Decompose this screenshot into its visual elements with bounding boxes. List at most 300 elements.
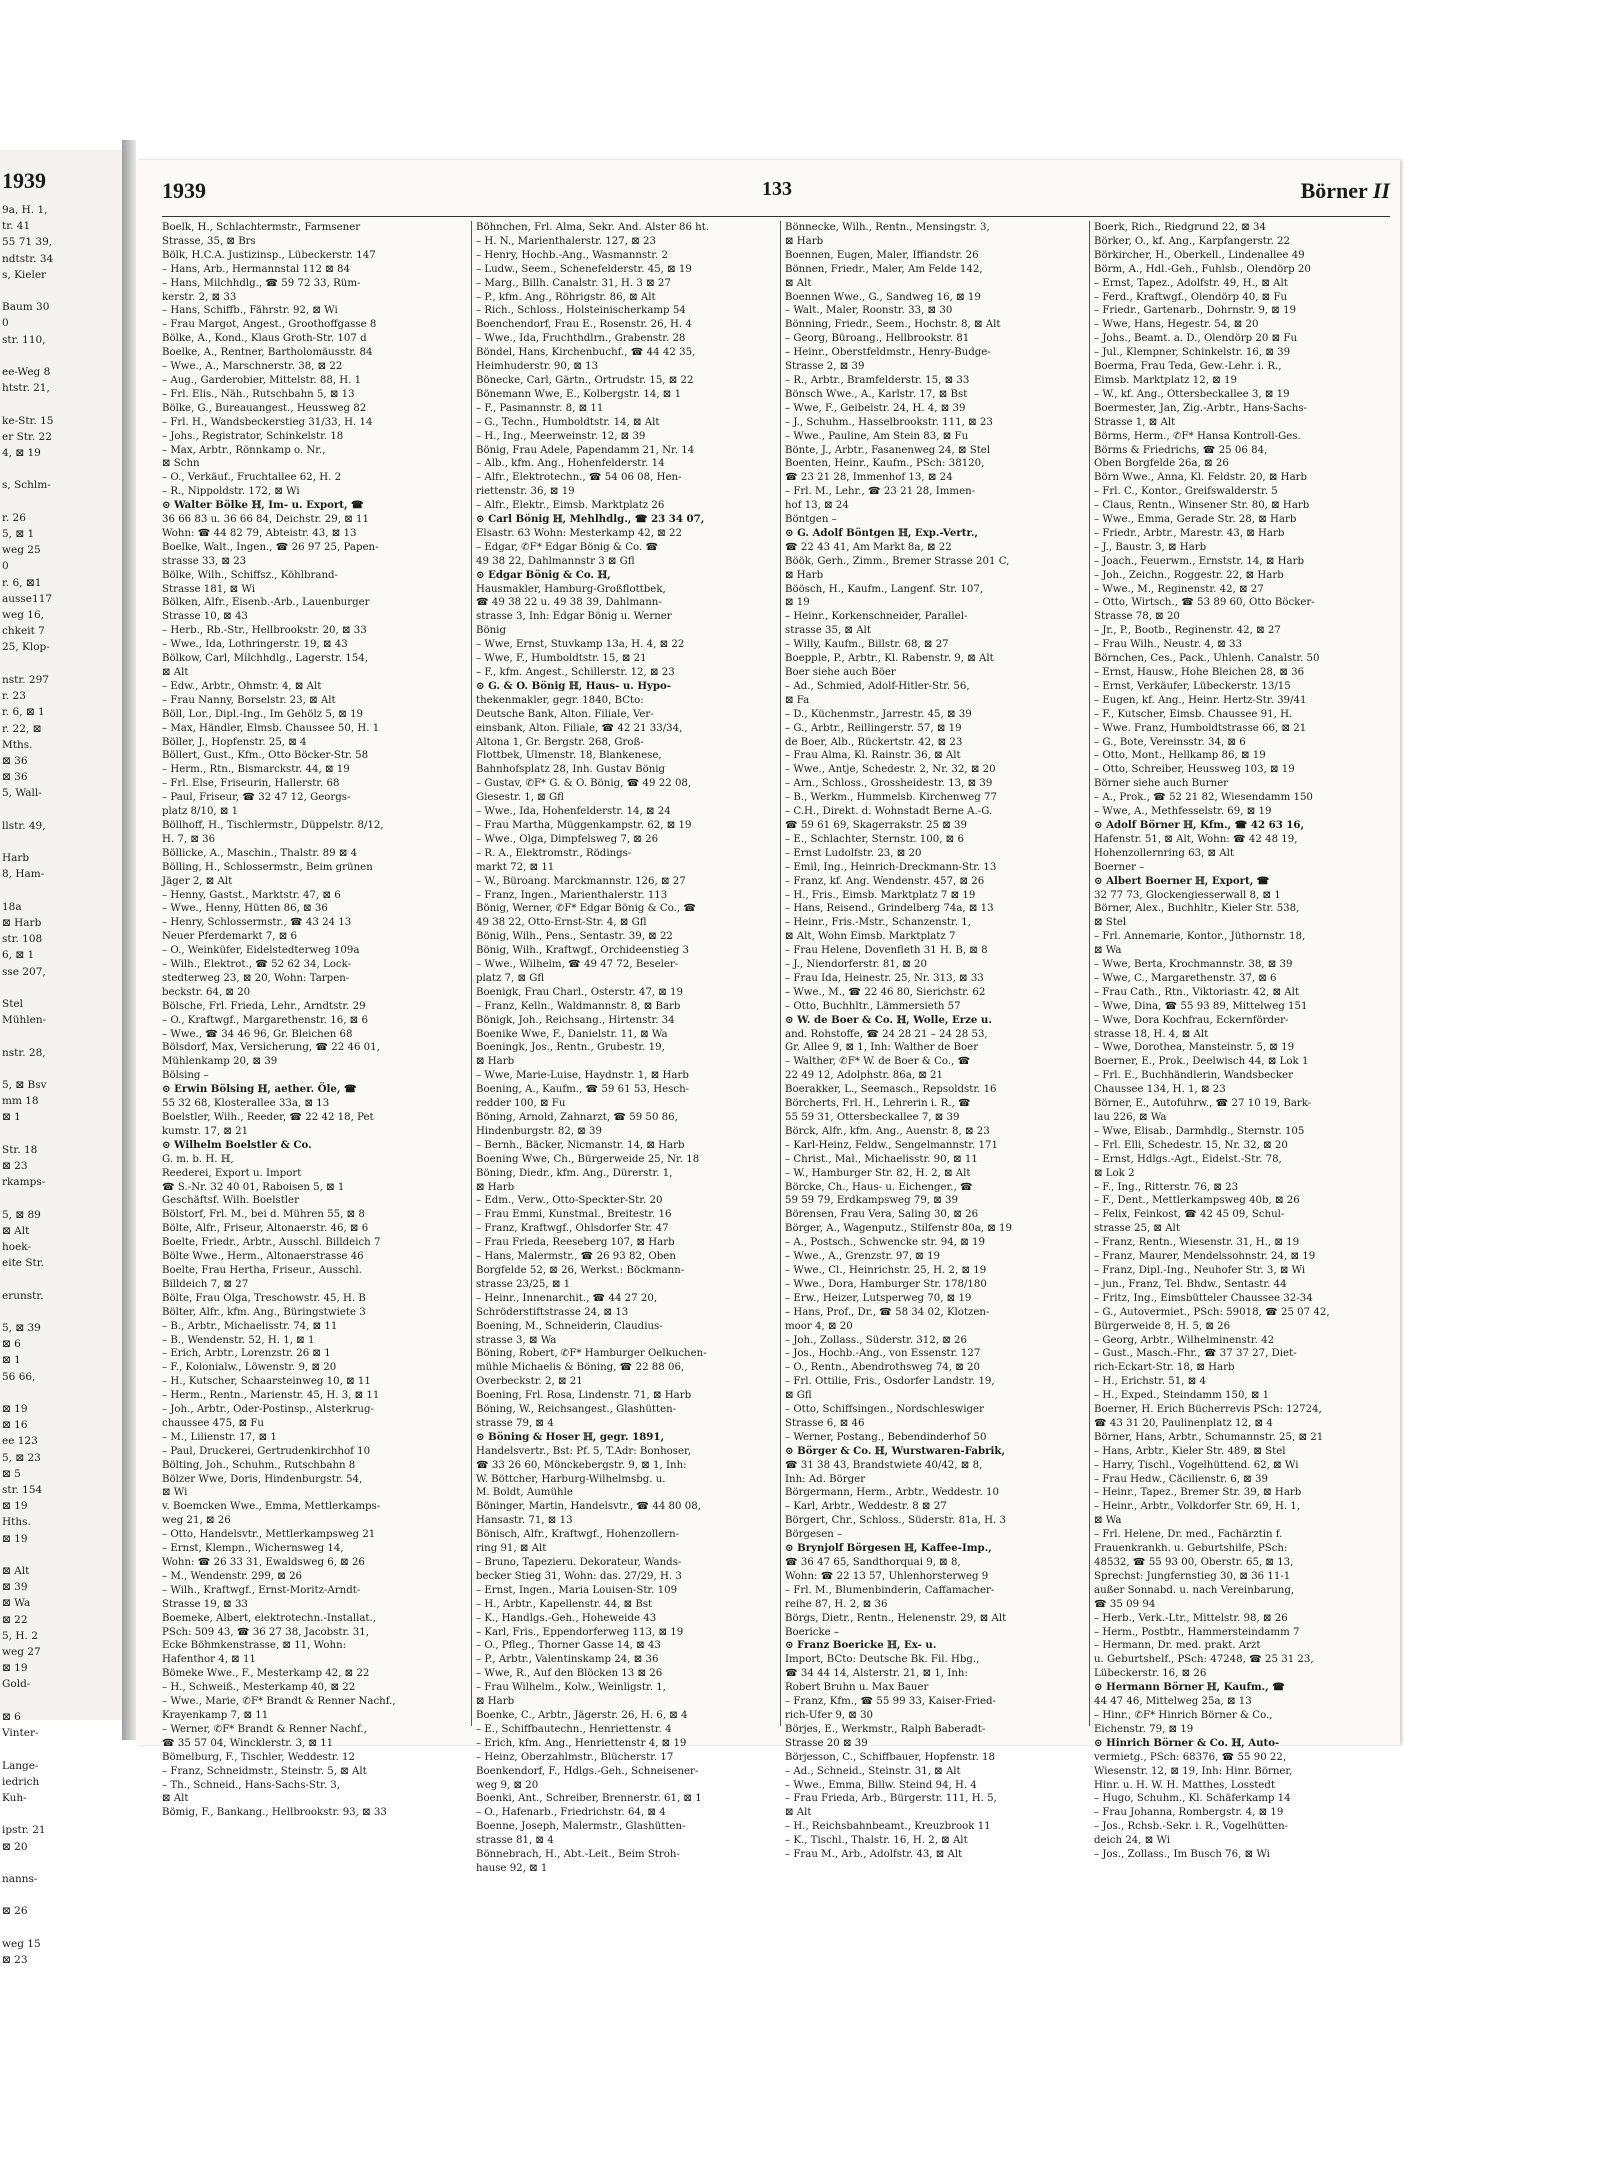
header-year: 1939 — [162, 178, 206, 203]
directory-entry-line: Bönnebrach, H., Abt.-Leit., Beim Stroh- — [476, 1849, 680, 1861]
directory-entry-line: – Joach., Feuerwm., Ernststr. 14, ⊠ Harb — [1094, 555, 1305, 567]
directory-entry-line: – M., Wendenstr. 299, ⊠ 26 — [162, 1570, 303, 1582]
directory-entry-line: – Hans, Reisend., Grindelberg 74a, ⊠ 13 — [785, 903, 994, 915]
directory-entry-line: Import, BCto: Deutsche Bk. Fil. Hbg., — [785, 1654, 980, 1666]
directory-entry-line: vermietg., PSch: 68376, ☎ 55 90 22, — [1094, 1751, 1287, 1763]
directory-entry-line: Boenki, Ant., Schreiber, Brennerstr. 61, ⊠ 1 — [476, 1793, 702, 1805]
directory-entry-line: – Edgar, ✆F* Edgar Bönig & Co. ☎ — [476, 541, 659, 553]
left-page-line: ⊠ 19 — [2, 1662, 28, 1675]
left-page-line: erunstr. — [2, 1289, 44, 1302]
directory-entry-line: – J., Niendorferstr. 81, ⊠ 20 — [785, 959, 928, 971]
left-page-line: ndtstr. 34 — [2, 252, 54, 265]
directory-entry-line: 55 32 68, Klosterallee 33a, ⊠ 13 — [162, 1098, 330, 1110]
directory-entry-line: – Wwe., ☎ 34 46 96, Gr. Bleichen 68 — [162, 1028, 353, 1040]
directory-entry-line: Chaussee 134, H. 1, ⊠ 23 — [1094, 1084, 1226, 1096]
left-page-line: 56 66, — [2, 1370, 36, 1383]
left-page-line: ⊠ 19 — [2, 1500, 28, 1513]
left-page-line: 25, Klop- — [2, 641, 50, 654]
left-page-line — [0, 396, 122, 412]
left-page-line: chkeit 7 — [2, 625, 45, 638]
directory-entry-line: Hansastr. 71, ⊠ 13 — [476, 1515, 573, 1527]
directory-entry-line: außer Sonnabd. u. nach Vereinbarung, — [1094, 1584, 1295, 1596]
directory-entry-line: Deutsche Bank, Alton. Filiale, Ver- — [476, 708, 654, 720]
left-page-line: ⊠ Alt — [2, 1565, 30, 1578]
left-page-line: r. 26 — [2, 511, 26, 524]
directory-entry-line: ⊠ Alt — [785, 1807, 812, 1819]
directory-entry-line: – H., Reichsbahnbeamt., Kreuzbrook 11 — [785, 1821, 991, 1833]
left-page-line: 0 — [2, 560, 9, 573]
left-page-line: 0 — [2, 317, 9, 330]
directory-entry-line: – Felix, Feinkost, ☎ 42 45 09, Schul- — [1094, 1209, 1285, 1221]
directory-entry-line: Böösch, H., Kaufm., Langenf. Str. 107, — [785, 583, 984, 595]
directory-entry-line: – Georg, Büroang., Hellbrookstr. 81 — [785, 333, 970, 345]
directory-entry-line: Börger, A., Wagenputz., Stilfenstr 80a, ⊠ 19 — [785, 1223, 1012, 1235]
directory-entry-line: – Max, Arbtr., Rönnkamp o. Nr., — [162, 444, 326, 456]
directory-entry-line: 44 47 46, Mittelweg 25a, ⊠ 13 — [1094, 1696, 1252, 1708]
directory-entry-line: Bölkow, Carl, Milchhdlg., Lagerstr. 154, — [162, 653, 368, 665]
directory-entry-line: ⊙ Edgar Bönig & Co. ℍ, — [476, 568, 611, 581]
directory-entry-line: Strasse 1, ⊠ Alt — [1094, 416, 1176, 428]
directory-entry-line: Bönigk, Joh., Reichsang., Hirtenstr. 34 — [476, 1014, 675, 1026]
directory-entry-line: – Karl, Arbtr., Weddestr. 8 ⊠ 27 — [785, 1501, 947, 1513]
directory-entry-line: 59 59 79, Erdkampsweg 79, ⊠ 39 — [785, 1195, 959, 1207]
directory-entry-line: Boerner, H. Erich Bücherrevis PSch: 12724, — [1094, 1404, 1322, 1416]
directory-entry-line: – Henny, Gastst., Marktstr. 47, ⊠ 6 — [162, 889, 341, 901]
directory-entry-line: – H., Exped., Steindamm 150, ⊠ 1 — [1094, 1390, 1270, 1402]
left-page-line — [0, 1061, 122, 1077]
directory-entry-line: – W., Büroang. Marckmannstr. 126, ⊠ 27 — [476, 875, 686, 887]
directory-entry-line: – Jos., Zollass., Im Busch 76, ⊠ Wi — [1094, 1849, 1270, 1861]
left-page-line — [0, 834, 122, 850]
directory-entry-line: – P., kfm. Ang., Röhrigstr. 86, ⊠ Alt — [476, 291, 656, 303]
directory-entry-line: ☎ 43 31 20, Paulinenplatz 12, ⊠ 4 — [1094, 1417, 1273, 1429]
directory-entry-line: – Heinr., Korkenschneider, Parallel- — [785, 611, 968, 623]
directory-entry-line: – Frl. Annemarie, Kontor., Jüthornstr. 18, — [1094, 931, 1306, 943]
left-page-lines — [0, 202, 122, 1968]
directory-entry-line: Böllicke, A., Maschin., Thalstr. 89 ⊠ 4 — [162, 847, 358, 859]
directory-entry-line: ☎ 36 47 65, Sandthorquai 9, ⊠ 8, — [785, 1557, 961, 1568]
directory-entry-line: – Frl. Ottilie, Fris., Osdorfer Landstr. 19, — [785, 1376, 995, 1388]
directory-entry-line: Giesestr. 1, ⊠ Gfl — [476, 792, 564, 804]
directory-page — [136, 160, 1400, 1874]
directory-entry-line: thekenmakler, gegr. 1840, BCto: — [476, 694, 644, 706]
directory-entry-line: – Paul, Friseur, ☎ 32 47 12, Georgs- — [162, 792, 351, 804]
directory-entry-line: Sprechst: Jungfernstieg 30, ⊠ 36 11-1 — [1094, 1570, 1291, 1582]
page-header — [162, 178, 1390, 212]
left-page-line: mm 18 — [2, 1095, 39, 1108]
directory-entry-line: Boeningk, Jos., Rentn., Grubestr. 19, — [476, 1042, 665, 1054]
directory-entry-line: Börgert, Chr., Schloss., Süderstr. 81a, H. 3 — [785, 1515, 1006, 1527]
directory-entry-line: Bönning, Friedr., Seem., Hochstr. 8, ⊠ Alt — [785, 319, 1001, 331]
directory-entry-line: Bölken, Alfr., Eisenb.-Arb., Lauenburger — [162, 597, 370, 609]
directory-entry-line: Bönnen, Friedr., Maler, Am Felde 142, — [785, 263, 983, 275]
directory-entry-line: Bönig — [476, 625, 506, 637]
directory-entry-line: Frauenkrankh. u. Geburtshilfe, PSch: — [1094, 1543, 1288, 1555]
left-page-line: ⊠ Wa — [2, 1597, 31, 1610]
directory-entry-line: ⊙ Walter Bölke ℍ, Im- u. Export, ☎ — [162, 499, 364, 512]
directory-entry-line: Boerakker, L., Seemasch., Repsoldstr. 16 — [785, 1084, 997, 1096]
directory-entry-line: ☎ 22 43 41, Am Markt 8a, ⊠ 22 — [785, 541, 952, 553]
directory-entry-line: – Franz, Kelln., Waldmannstr. 8, ⊠ Barb — [476, 1000, 681, 1012]
directory-entry-line: Bölk, H.C.A. Justizinsp., Lübeckerstr. 147 — [162, 249, 376, 261]
directory-entry-line: – Walt., Maler, Roonstr. 33, ⊠ 30 — [785, 305, 953, 317]
left-page-line — [0, 1806, 122, 1822]
left-page-line: weg 27 — [2, 1646, 41, 1659]
directory-entry-line: – H., Arbtr., Kapellenstr. 44, ⊠ Bst — [476, 1598, 653, 1610]
directory-entry-line: – J., Baustr. 3, ⊠ Harb — [1094, 541, 1207, 553]
directory-entry-line: ⊙ Wilhelm Boelstler & Co. — [162, 1138, 312, 1151]
left-page-line: str. 154 — [2, 1484, 43, 1497]
left-page-line — [0, 1126, 122, 1142]
directory-entry-line: – Wwe., Cl., Heinrichstr. 25, H. 2, ⊠ 19 — [785, 1264, 987, 1276]
directory-entry-line: – Wwe., Ida, Hohenfelderstr. 14, ⊠ 24 — [476, 806, 671, 818]
directory-entry-line: lau 226, ⊠ Wa — [1094, 1112, 1167, 1123]
directory-entry-line: de Boer, Alb., Rückertstr. 42, ⊠ 23 — [785, 736, 963, 748]
directory-entry-line: – Herb., Verk.-Ltr., Mittelstr. 98, ⊠ 26 — [1094, 1612, 1288, 1624]
directory-entry-line: Bölsing – — [162, 1070, 209, 1082]
directory-entry-line: – Gust., Masch.-Fhr., ☎ 37 37 27, Diet- — [1094, 1348, 1297, 1360]
directory-entry-line: weg 21, ⊠ 26 — [162, 1515, 231, 1527]
directory-entry-line: – W., kf. Ang., Ottersbeckallee 3, ⊠ 19 — [1094, 388, 1290, 400]
directory-entry-line: – Franz, Schneidmstr., Steinstr. 5, ⊠ Alt — [162, 1765, 367, 1777]
directory-entry-line: – Wwe., Ida, Lothringerstr. 19, ⊠ 43 — [162, 639, 348, 651]
left-page-line — [0, 348, 122, 364]
directory-entry-line: ⊙ Brynjolf Börgesen ℍ, Kaffee-Imp., — [785, 1542, 992, 1555]
directory-entry-line: Bönig, Werner, ✆F* Edgar Bönig & Co., ☎ — [476, 903, 697, 915]
directory-entry-line: – C.H., Direkt. d. Wohnstadt Berne A.-G. — [785, 806, 993, 818]
directory-entry-line: Börck, Alfr., kfm. Ang., Auenstr. 8, ⊠ 23 — [785, 1125, 990, 1137]
directory-entry-line: – Hans, Arb., Hermannstal 112 ⊠ 84 — [162, 263, 350, 275]
directory-entry-line: Krayenkamp 7, ⊠ 11 — [162, 1709, 269, 1721]
directory-entry-line: becker Stieg 31, Wohn: das. 27/29, H. 3 — [476, 1570, 682, 1582]
directory-entry-line: – O., Verkäuf., Fruchtallee 62, H. 2 — [162, 472, 342, 484]
directory-entry-line: – K., Handlgs.-Geh., Hoheweide 43 — [476, 1612, 657, 1624]
directory-entry-line: – F., Kutscher, Eimsb. Chaussee 91, H. — [1094, 708, 1293, 720]
directory-entry-line: ⊠ Fa — [785, 694, 810, 706]
directory-entry-line: ⊠ Alt — [162, 667, 189, 678]
directory-entry-line: – Herm., Rtn., Bismarckstr. 44, ⊠ 19 — [162, 764, 350, 776]
directory-entry-line: weg 9, ⊠ 20 — [476, 1779, 539, 1791]
directory-entry-line: Gr. Allee 9, ⊠ 1, Inh: Walther de Boer — [785, 1042, 979, 1054]
directory-entry-line: kumstr. 17, ⊠ 21 — [162, 1125, 249, 1137]
directory-entry-line: Börner, Alex., Buchhltr., Kieler Str. 538, — [1094, 903, 1300, 915]
directory-entry-line: Bölstorf, Frl. M., bei d. Mühren 55, ⊠ 8 — [162, 1209, 365, 1221]
directory-entry-line: strasse 3, Inh: Edgar Bönig u. Werner — [476, 611, 672, 623]
directory-entry-line: M. Boldt, Aumühle — [476, 1487, 573, 1499]
directory-entry-line: – Frau Alma, Kl. Rainstr. 36, ⊠ Alt — [785, 750, 961, 762]
directory-entry-line: – Wwe., Emma, Gerade Str. 28, ⊠ Harb — [1094, 514, 1297, 526]
directory-entry-line: rich-Eckart-Str. 18, ⊠ Harb — [1094, 1362, 1235, 1374]
left-page-line: 6, ⊠ 1 — [2, 949, 35, 962]
directory-entry-line: redder 100, ⊠ Fu — [476, 1098, 566, 1110]
directory-entry-line: Böllhoff, H., Tischlermstr., Düppelstr. 8/12, — [162, 819, 384, 831]
directory-entry-line: Boenkendorf, F., Hdlgs.-Geh., Schneisener- — [476, 1765, 699, 1777]
directory-entry-line: G. m. b. H. ℍ, — [162, 1153, 234, 1165]
directory-entry-line: – Frau Nanny, Borselstr. 23, ⊠ Alt — [162, 694, 336, 706]
directory-entry-line: – Frau Martha, Müggenkampstr. 62, ⊠ 19 — [476, 819, 692, 831]
directory-entry-line: Boennen Wwe., G., Sandweg 16, ⊠ 19 — [785, 291, 981, 303]
directory-entry-line: ⊙ W. de Boer & Co. ℍ, Wolle, Erze u. — [785, 1013, 992, 1026]
directory-entry-line: – Frl. Elli, Schedestr. 15, Nr. 32, ⊠ 20 — [1094, 1139, 1288, 1151]
directory-entry-line: Börjes, E., Werkmstr., Ralph Baberadt- — [785, 1723, 986, 1735]
directory-entry-line: Boelke, Walt., Ingen., ☎ 26 97 25, Papen- — [162, 541, 379, 553]
left-page-line: weg 16, — [2, 609, 44, 622]
directory-entry-line: – Ernst, Hdlgs.-Agt., Eidelst.-Str. 78, — [1094, 1153, 1282, 1165]
left-page-line: r. 23 — [2, 690, 26, 703]
directory-entry-line: – jun., Franz, Tel. Bhdw., Sentastr. 44 — [1094, 1278, 1287, 1290]
directory-entry-line: Strasse, 35, ⊠ Brs — [162, 235, 256, 247]
directory-entry-line: – H., Schweiß., Mesterkamp 40, ⊠ 22 — [162, 1682, 356, 1694]
directory-entry-line: strasse 23/25, ⊠ 1 — [476, 1278, 571, 1290]
directory-entry-line: Börcke, Ch., Haus- u. Eichenger., ☎ — [785, 1181, 973, 1193]
directory-entry-line: – Claus, Rentn., Winsener Str. 80, ⊠ Harb — [1094, 500, 1310, 512]
directory-entry-line: – Franz, Dipl.-Ing., Neuhofer Str. 3, ⊠ Wi — [1094, 1264, 1306, 1276]
left-page-year: 1939 — [2, 168, 46, 193]
left-page-line: ⊠ 1 — [2, 1354, 21, 1367]
directory-entry-line: – Frau Margot, Angest., Groothoffgasse 8 — [162, 319, 377, 331]
directory-entry-line: Heimhuderstr. 90, ⊠ 13 — [476, 361, 599, 373]
directory-entry-line: – Ernst, Klempn., Wichernsweg 14, — [162, 1543, 344, 1555]
directory-entry-line: – Friedr., Arbtr., Marestr. 43, ⊠ Harb — [1094, 527, 1285, 539]
directory-entry-line: ⊙ G. Adolf Böntgen ℍ, Exp.-Vertr., — [785, 526, 978, 539]
left-page-line: str. 108 — [2, 933, 43, 946]
left-page-line: ⊠ 16 — [2, 1419, 28, 1432]
directory-entry-line: – Wilh., Kraftwgf., Ernst-Moritz-Arndt- — [162, 1584, 361, 1596]
left-page-line — [0, 1693, 122, 1709]
directory-entry-line: ⊠ Wi — [162, 1487, 188, 1499]
directory-entry-line: Geschäftsf. Wilh. Boelstler — [162, 1195, 299, 1207]
directory-entry-line: Bölter, Alfr., kfm. Ang., Büringstwiete 3 — [162, 1306, 366, 1318]
directory-entry-line: 32 77 73, Glockengiesserwall 8, ⊠ 1 — [1094, 889, 1281, 901]
directory-entry-line: Böninger, Martin, Handelsvtr., ☎ 44 80 08, — [476, 1501, 701, 1513]
directory-entry-line: ☎ 23 21 28, Immenhof 13, ⊠ 24 — [785, 472, 953, 484]
directory-entry-line: Böök, Gerh., Zimm., Bremer Strasse 201 C, — [785, 555, 1010, 567]
directory-entry-line: Börgs, Dietr., Rentn., Helenenstr. 29, ⊠ Alt — [785, 1612, 1007, 1624]
page-gutter — [122, 140, 136, 1740]
directory-entry-line: Boelte, Friedr., Arbtr., Ausschl. Billdeich 7 — [162, 1237, 381, 1249]
directory-entry-line: – Herb., Rb.-Str., Hellbrookstr. 20, ⊠ 33 — [162, 625, 367, 637]
directory-entry-line: Börensen, Frau Vera, Saling 30, ⊠ 26 — [785, 1209, 979, 1221]
directory-entry-line: – Frau Frieda, Reeseberg 107, ⊠ Harb — [476, 1237, 675, 1249]
left-page-line: Harb — [2, 852, 30, 865]
directory-entry-line: – Heinr., Fris.-Mstr., Schanzenstr. 1, — [785, 917, 971, 929]
directory-entry-line: ⊙ Albert Boerner ℍ, Export, ☎ — [1094, 874, 1270, 887]
directory-entry-line: ⊠ Wa — [1094, 1515, 1122, 1527]
directory-entry-line: Böning, Arnold, Zahnarzt, ☎ 59 50 86, — [476, 1112, 678, 1123]
directory-column-4 — [1089, 221, 1395, 1861]
directory-entry-line: Hausmakler, Hamburg-Großflottbek, — [476, 583, 666, 595]
directory-entry-line: – R., Nippoldstr. 172, ⊠ Wi — [162, 486, 300, 498]
directory-entry-line: ⊙ Carl Bönig ℍ, Mehlhdlg., ☎ 23 34 07, — [476, 513, 705, 526]
directory-entry-line: Overbeckstr. 2, ⊠ 21 — [476, 1376, 583, 1388]
directory-entry-line: Bönecke, Carl, Gärtn., Ortrudstr. 15, ⊠ 22 — [476, 374, 694, 386]
directory-entry-line: – D., Küchenmstr., Jarrestr. 45, ⊠ 39 — [785, 708, 972, 720]
directory-entry-line: – Ad., Schmied, Adolf-Hitler-Str. 56, — [785, 680, 970, 692]
directory-entry-line: – Herm., Rentn., Marienstr. 45, H. 3, ⊠ 11 — [162, 1390, 380, 1402]
directory-entry-line: Borgfelde 52, ⊠ 26, Werkst.: Böckmann- — [476, 1264, 685, 1276]
directory-entry-line: – Ferd., Kraftwgf., Olendörp 40, ⊠ Fu — [1094, 291, 1288, 303]
left-page-line — [0, 1920, 122, 1936]
directory-entry-line: H. 7, ⊠ 36 — [162, 833, 216, 845]
directory-entry-line: – Frl. Else, Friseurin, Hallerstr. 68 — [162, 778, 340, 790]
directory-entry-line: – F., Dent., Mettlerkampsweg 40b, ⊠ 26 — [1094, 1195, 1300, 1207]
left-page-line — [0, 802, 122, 818]
left-page-line: Stel — [2, 997, 23, 1010]
left-page-line: sse 207, — [2, 965, 46, 978]
directory-entry-line: 49 38 22, Dahlmannstr 3 ⊠ Gfl — [476, 555, 635, 567]
directory-entry-line: Bönemann Wwe, E., Kolbergstr. 14, ⊠ 1 — [476, 388, 682, 400]
directory-entry-line: Handelsvertr., Bst: Pf. 5, T.Adr: Bonhoser, — [476, 1445, 692, 1457]
directory-entry-line: – Henry, Schlossermstr., ☎ 43 24 13 — [162, 917, 352, 929]
directory-entry-line: Robert Bruhn u. Max Bauer — [785, 1682, 929, 1694]
directory-entry-line: – Otto, Wirtsch., ☎ 53 89 60, Otto Böcker- — [1094, 597, 1315, 609]
directory-entry-line: Bömeke Wwe., F., Mesterkamp 42, ⊠ 22 — [162, 1668, 370, 1680]
directory-entry-line: – B., Wendenstr. 52, H. 1, ⊠ 1 — [162, 1334, 315, 1346]
directory-entry-line: Böhnchen, Frl. Alma, Sekr. And. Alster 86 ht. — [476, 222, 710, 233]
directory-entry-line: – M., Lilienstr. 17, ⊠ 1 — [162, 1431, 277, 1443]
directory-entry-line: – Rich., Schloss., Holsteinischerkamp 54 — [476, 305, 686, 317]
directory-entry-line: ⊙ Böning & Hoser ℍ, gegr. 1891, — [476, 1430, 665, 1443]
directory-entry-line: Strasse 181, ⊠ Wi — [162, 583, 255, 595]
directory-entry-line: – Hans, Arbtr., Kieler Str. 489, ⊠ Stel — [1094, 1445, 1286, 1457]
directory-entry-line: 22 49 12, Adolphstr. 86a, ⊠ 21 — [785, 1070, 943, 1082]
directory-entry-line: – Werner, ✆F* Brandt & Renner Nachf., — [162, 1723, 367, 1735]
directory-entry-line: – Wwe., Olga, Dimpfelsweg 7, ⊠ 26 — [476, 833, 659, 845]
left-page-line: ⊠ 23 — [2, 1159, 28, 1172]
directory-entry-line: – Aug., Garderobier, Mittelstr. 88, H. 1 — [162, 374, 362, 386]
directory-entry-line: ⊙ Hinrich Börner & Co. ℍ, Auto- — [1094, 1736, 1280, 1749]
directory-entry-line: ⊙ Erwin Bölsing ℍ, aether. Öle, ☎ — [162, 1083, 357, 1096]
directory-entry-line: – Wwe. Franz, Humboldtstrasse 66, ⊠ 21 — [1094, 722, 1307, 734]
left-page-line: Vinter- — [2, 1727, 39, 1740]
directory-entry-line: – Hans, Milchhdlg., ☎ 59 72 33, Rüm- — [162, 277, 361, 289]
header-section: II — [1372, 178, 1390, 203]
directory-entry-line: – Frau Hedw., Cäcilienstr. 6, ⊠ 39 — [1094, 1473, 1268, 1485]
directory-entry-line: Boenike Wwe, F., Danielstr. 11, ⊠ Wa — [476, 1028, 668, 1040]
directory-entry-line: Strasse 78, ⊠ 20 — [1094, 611, 1180, 623]
directory-entry-line: ⊙ Adolf Börner ℍ, Kfm., ☎ 42 63 16, — [1094, 818, 1305, 831]
left-page-line — [0, 1304, 122, 1320]
left-page-line: ee 123 — [2, 1435, 38, 1448]
directory-entry-line: – Johs., Registrator, Schinkelstr. 18 — [162, 430, 344, 442]
directory-entry-line: ⊠ Wa — [1094, 945, 1122, 957]
directory-entry-line: Elsastr. 63 Wohn: Mesterkamp 42, ⊠ 22 — [476, 527, 682, 539]
directory-entry-line: Boenke, C., Arbtr., Jägerstr. 26, H. 6, ⊠ 4 — [476, 1709, 688, 1721]
left-page-line: hoek- — [2, 1241, 32, 1253]
directory-entry-line: – Jr., P., Bootb., Reginenstr. 42, ⊠ 27 — [1094, 625, 1281, 637]
directory-entry-line: ring 91, ⊠ Alt — [476, 1543, 547, 1555]
left-page-line: ⊠ 1 — [2, 1111, 21, 1124]
directory-entry-line: – Wwe., Antje, Schedestr. 2, Nr. 32, ⊠ 20 — [785, 764, 996, 776]
left-page-line — [0, 1271, 122, 1287]
directory-entry-line: Wohn: ☎ 22 13 57, Uhlenhorsterweg 9 — [785, 1570, 989, 1582]
left-page-line: ⊠ 6 — [2, 1338, 21, 1351]
directory-entry-line: Börner, Hans, Arbtr., Schumannstr. 25, ⊠ 21 — [1094, 1431, 1324, 1443]
directory-entry-line: – E., Schiffbautechn., Henriettenstr. 4 — [476, 1723, 672, 1735]
directory-entry-line: Bönnecke, Wilh., Rentn., Mensingstr. 3, — [785, 222, 990, 233]
directory-entry-line: – Heinr., Tapez., Bremer Str. 39, ⊠ Harb — [1094, 1487, 1302, 1499]
directory-entry-line: – F., kfm. Angest., Schillerstr. 12, ⊠ 23 — [476, 667, 675, 678]
directory-entry-line: Oben Borgfelde 26a, ⊠ 26 — [1094, 458, 1229, 470]
directory-entry-line: ☎ 35 57 04, Wincklerstr. 3, ⊠ 11 — [162, 1737, 334, 1749]
directory-entry-line: – Wwe., Emma, Billw. Steind 94, H. 4 — [785, 1779, 977, 1791]
directory-entry-line: Bahnhofsplatz 28, Inh. Gustav Bönig — [476, 764, 666, 776]
directory-entry-line: Bönisch, Alfr., Kraftwgf., Hohenzollern- — [476, 1529, 680, 1541]
directory-entry-line: Bömig, F., Bankang., Hellbrookstr. 93, ⊠ 33 — [162, 1807, 387, 1819]
directory-entry-line: Bölke, G., Bureauangest., Heussweg 82 — [162, 402, 367, 414]
directory-entry-line: Böning, Robert, ✆F* Hamburger Oelkuchen- — [476, 1348, 707, 1360]
directory-entry-line: – Otto, Schiffsingen., Nordschleswiger — [785, 1404, 984, 1416]
left-page-line: weg 25 — [2, 544, 41, 557]
directory-entry-line: – Gustav, ✆F* G. & O. Bönig, ☎ 49 22 08, — [476, 778, 692, 790]
left-page-line: 5, Wall- — [2, 787, 42, 800]
directory-entry-line: – Wwe, Marie-Luise, Haydnstr. 1, ⊠ Harb — [476, 1070, 689, 1082]
left-page-line: weg 15 — [2, 1937, 41, 1950]
directory-entry-line: – Franz, Ingen., Marienthalerstr. 113 — [476, 889, 668, 901]
directory-entry-line: strasse 35, ⊠ Alt — [785, 625, 871, 637]
directory-entry-line: 55 59 31, Ottersbeckallee 7, ⊠ 39 — [785, 1112, 960, 1123]
directory-entry-line: beckstr. 64, ⊠ 20 — [162, 986, 251, 998]
directory-entry-line: Börn Wwe., Anna, Kl. Feldstr. 20, ⊠ Harb — [1094, 472, 1308, 484]
directory-entry-line: – Wwe, Berta, Krochmannstr. 38, ⊠ 39 — [1094, 959, 1293, 971]
directory-entry-line: – Wwe., M., Reginenstr. 42, ⊠ 27 — [1094, 583, 1264, 595]
directory-entry-line: – Franz, Kfm., ☎ 55 99 33, Kaiser-Fried- — [785, 1696, 996, 1708]
directory-entry-line: – Franz, Maurer, Mendelssohnstr. 24, ⊠ 19 — [1094, 1251, 1316, 1263]
directory-entry-line: – A., Postsch., Schwencke str. 94, ⊠ 19 — [785, 1237, 985, 1249]
directory-entry-line: – Hermann, Dr. med. prakt. Arzt — [1094, 1640, 1261, 1652]
left-page-line: Kuh- — [2, 1791, 27, 1804]
directory-entry-line: Bölsche, Frl. Frieda, Lehr., Arndtstr. 29 — [162, 1000, 366, 1012]
directory-entry-line: ⊠ Stel — [1094, 917, 1127, 929]
directory-entry-line: – Hans, Schiffb., Fährstr. 92, ⊠ Wi — [162, 305, 338, 317]
directory-entry-line: – A., Prok., ☎ 52 21 82, Wiesendamm 150 — [1094, 792, 1313, 804]
directory-entry-line: – Wwe, Dina, ☎ 55 93 89, Mittelweg 151 — [1094, 1000, 1308, 1012]
directory-entry-line: Strasse 10, ⊠ 43 — [162, 611, 248, 623]
directory-column-1 — [162, 221, 463, 1819]
directory-entry-line: platz 8/10, ⊠ 1 — [162, 806, 239, 818]
directory-entry-line: mühle Michaelis & Böning, ☎ 22 88 06, — [476, 1362, 685, 1374]
directory-entry-line: ⊠ Alt, Wohn Eimsb. Marktplatz 7 — [785, 931, 956, 943]
directory-entry-line: Börms & Friedrichs, ☎ 25 06 84, — [1094, 444, 1268, 456]
directory-entry-line: riettenstr. 36, ⊠ 19 — [476, 486, 575, 498]
directory-entry-line: Hohenzollernring 63, ⊠ Alt — [1094, 847, 1235, 859]
directory-entry-line: Börms, Herm., ✆F* Hansa Kontroll-Ges. — [1094, 430, 1301, 442]
directory-entry-line: – E., Schlachter, Sternstr. 100, ⊠ 6 — [785, 833, 964, 845]
left-page-line: 9a, H. 1, — [2, 204, 48, 216]
directory-entry-line: – R., Arbtr., Bramfelderstr. 15, ⊠ 33 — [785, 374, 970, 386]
directory-entry-line: – Jul., Klempner, Schinkelstr. 16, ⊠ 39 — [1094, 347, 1291, 359]
directory-entry-line: Bölte, Alfr., Friseur, Altonaerstr. 46, ⊠ 6 — [162, 1223, 369, 1235]
directory-entry-line: chaussee 475, ⊠ Fu — [162, 1417, 264, 1429]
left-page-line: rkamps- — [2, 1176, 46, 1189]
directory-entry-line: – Wwe., Dora, Hamburger Str. 178/180 — [785, 1278, 987, 1290]
left-page-line: ⊠ Harb — [2, 916, 42, 929]
directory-entry-line: – Edw., Arbtr., Ohmstr. 4, ⊠ Alt — [162, 680, 322, 692]
directory-entry-line: – Otto, Mont., Hellkamp 86, ⊠ 19 — [1094, 750, 1266, 762]
directory-entry-line: einsbank, Alton. Filiale, ☎ 42 21 33/34, — [476, 722, 683, 734]
directory-entry-line: – H., Kutscher, Schaarsteinweg 10, ⊠ 11 — [162, 1376, 371, 1388]
header-page-number: 133 — [762, 178, 792, 200]
directory-entry-line: – Frl. M., Blumenbinderin, Caffamacher- — [785, 1584, 995, 1596]
directory-entry-line: ⊠ 19 — [785, 597, 810, 609]
directory-entry-line: ⊙ Franz Boericke ℍ, Ex- u. — [785, 1639, 937, 1652]
left-page-line — [0, 494, 122, 510]
directory-entry-line: – Hugo, Schuhm., Kl. Schäferkamp 14 — [1094, 1793, 1291, 1805]
directory-entry-line: Boening, A., Kaufm., ☎ 59 61 53, Hesch- — [476, 1084, 690, 1096]
directory-entry-line: Eichenstr. 79, ⊠ 19 — [1094, 1723, 1194, 1735]
directory-entry-line: – Franz, Kraftwgf., Ohlsdorfer Str. 47 — [476, 1223, 669, 1235]
directory-entry-line: – J., Schuhm., Hasselbrookstr. 111, ⊠ 23 — [785, 416, 993, 428]
